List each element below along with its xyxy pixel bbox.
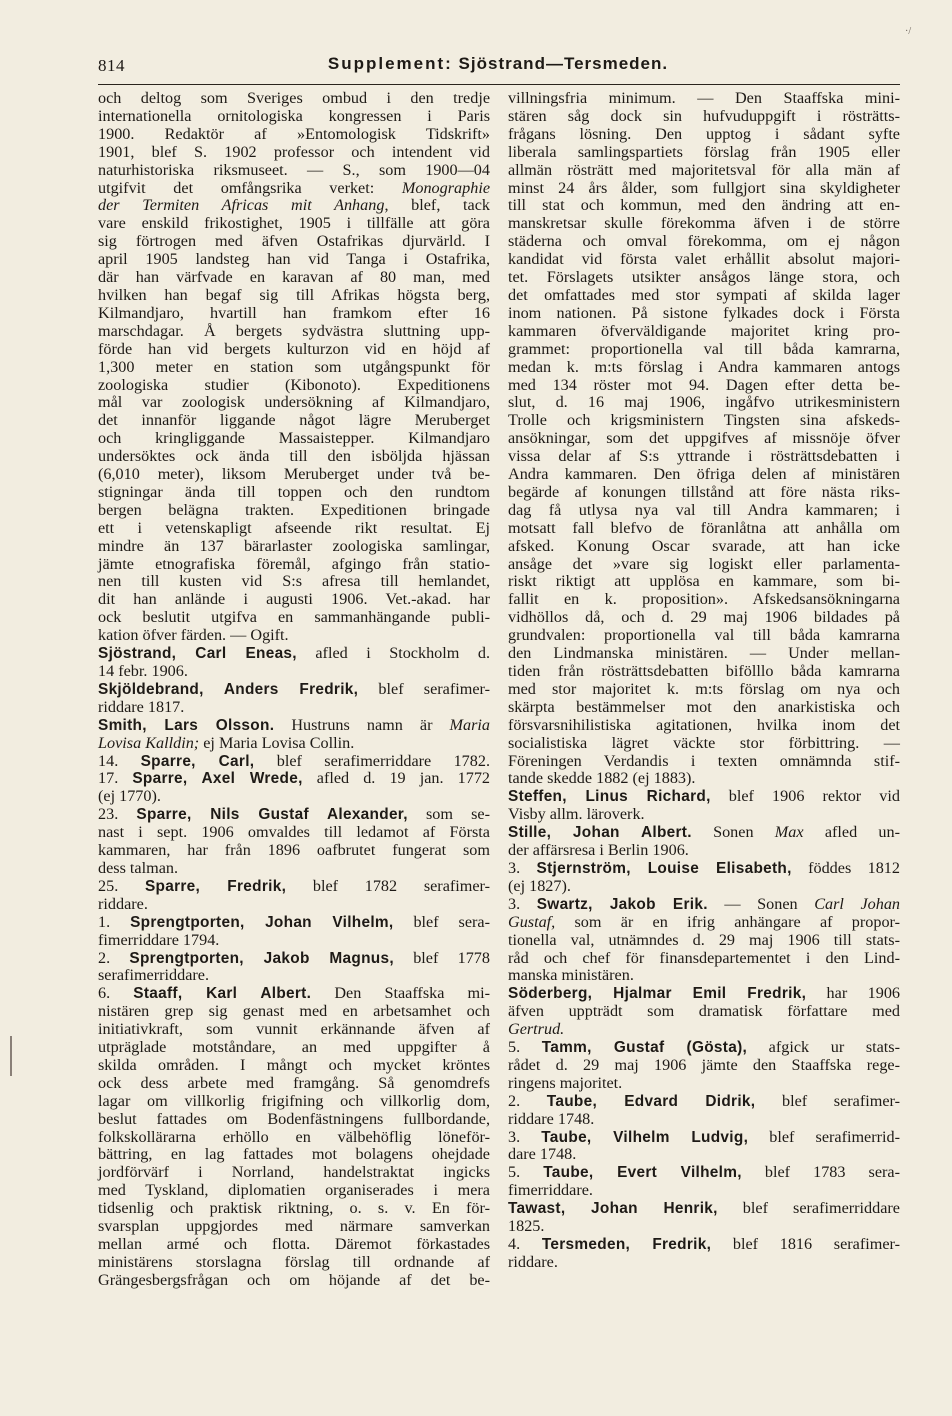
text-line: Steffen, Linus Richard, blef 1906 rektor vid <box>508 787 900 806</box>
text-line: grammet: proportionella val till båda kamrarna, <box>508 339 900 358</box>
text-line: tande skedde 1882 (ej 1883). <box>508 769 696 788</box>
text-line: det innanför liggande något lägre Meruberget <box>98 411 490 430</box>
page-header <box>98 56 900 84</box>
text-line: nistären grep sig genast med en arbetsamhet och <box>98 1002 490 1021</box>
italic-text: Carl Johan <box>814 894 901 913</box>
text-line: stären såg dock sin hufvuduppgift i rösträtts- <box>508 106 900 125</box>
text-line: med 134 röster mot 94. Dagen efter detta be- <box>508 375 900 394</box>
entry-name: Stjernström, Louise Elisabeth, <box>536 859 792 877</box>
entry-name: Sjöstrand, Carl Eneas, <box>98 645 297 663</box>
text-line: nen till kusten vid S:s afresa till hemlandet, <box>98 572 490 591</box>
text-line: 6. Staaff, Karl Albert. Den Staaffska mi- <box>98 984 491 1003</box>
text-line: riddare. <box>508 1252 558 1271</box>
entry-name: Stille, Johan Albert. <box>508 824 692 842</box>
text-line: riddare 1817. <box>98 697 185 716</box>
text-line: mellan armé och flotta. Däremot förkastades <box>98 1235 490 1253</box>
text-line: slut, d. 16 maj 1906, ingåfvo utrikesministern <box>508 393 900 412</box>
text-line: undersöktes ock ända till den isböljda hjässan <box>98 447 490 466</box>
text-line: dit han anlände i augusti 1906. Vet.-akad. har <box>98 590 490 609</box>
text-line: folkskollärarna erhöllo en välbehöflig löneför- <box>98 1127 490 1146</box>
text-line: äfven uppträdt som dramatisk författare med <box>508 1002 900 1021</box>
text-line: ansåge det »vare sig logiskt eller parlamenta- <box>508 554 900 573</box>
entry-name: Sparre, Axel Wrede, <box>132 770 303 788</box>
entry-name: Sprengtporten, Jakob Magnus, <box>129 949 394 967</box>
italic-text: Monographie <box>401 178 490 197</box>
text-line: dess talman. <box>98 858 179 877</box>
text-line: 17. Sparre, Axel Wrede, afled d. 19 jan. 1772 <box>98 769 491 788</box>
margin-mark: ·/ <box>905 26 912 37</box>
italic-text: Lovisa Kalldin; <box>98 733 200 752</box>
text-line: Föreningen Verdandis i texten omnämnda stif- <box>508 751 900 770</box>
text-line: fallit en k. proposition». Afskedsansökningarna <box>508 590 900 609</box>
text-line: Stille, Johan Albert. Sonen Max afled un- <box>508 823 900 842</box>
text-line: riddare. <box>98 894 148 913</box>
text-line: vare enskild frikostighet, 1905 i tillfälle att göra <box>98 214 490 233</box>
text-line: marschdagar. Å bergets sydvästra sluttning upp- <box>98 321 490 340</box>
text-line: skilda områden. I mångt och mycket kröntes <box>98 1055 490 1074</box>
entry-name: Sprengtporten, Johan Vilhelm, <box>130 913 394 931</box>
entry-name: Tawast, Johan Henrik, <box>508 1200 718 1218</box>
text-line: serafimerriddare. <box>98 966 209 985</box>
text-line: frågans lösning. Den upptog i sådant syfte <box>508 124 900 143</box>
text-line: råd och chef för finansdepartementet i den Lind- <box>508 948 900 967</box>
text-line: kammaren öfverväldigande majoritet kring pro- <box>508 321 900 340</box>
text-line: bergen belägna trakten. Expeditionen bringade <box>98 500 490 519</box>
text-line: manska ministären. <box>508 966 634 985</box>
text-line: Smith, Lars Olsson. Hustruns namn är Maria <box>98 715 490 734</box>
text-line: riddare 1748. <box>508 1109 595 1128</box>
text-line: Sjöstrand, Carl Eneas, afled i Stockholm d. <box>98 644 491 663</box>
entry-name: Sparre, Fredrik, <box>144 877 287 895</box>
text-line: ett i vetenskapligt afseende rikt resultat. Ej <box>98 518 490 537</box>
entry-name: Taube, Vilhelm Ludvig, <box>541 1128 749 1146</box>
text-line: grundvalen: proportionella val till båda kamrarna <box>508 626 900 645</box>
text-line: zoologiska studier (Kibonoto). Expeditionens <box>98 375 490 394</box>
text-line: svarsplan uppgjordes med närmare samverkan <box>98 1217 490 1236</box>
text-line: allmän rösträtt med majoritetsval för alla män af <box>508 160 900 179</box>
running-title-names: Sjöstrand—Tersmeden. <box>458 54 669 73</box>
text-line: ringens majoritet. <box>508 1073 623 1092</box>
text-line: nast i sept. 1906 omvaldes till ledamot af Första <box>98 823 490 842</box>
entry-name: Sparre, Nils Gustaf Alexander, <box>136 806 408 824</box>
text-line: riskt riktigt att upplösa en kammare, som bi- <box>508 572 900 591</box>
text-line: Gustaf, som är en ifrig anhängare af propor- <box>508 912 900 931</box>
text-line: Kilmandjaro, hvartill han framkom efter 16 <box>98 303 490 322</box>
text-line: medan k. m:ts förslag i Andra kammaren antogs <box>508 357 900 376</box>
text-line: 1,300 meter en station som utgångspunkt för <box>98 357 490 376</box>
entry-name: Sparre, Carl, <box>140 752 255 770</box>
text-line: Söderberg, Hjalmar Emil Fredrik, har 1906 <box>508 984 901 1003</box>
left-column <box>98 90 490 1290</box>
text-line: 14 febr. 1906. <box>98 662 188 680</box>
text-line: inom nationen. På sistone fylkades dock i Första <box>508 303 900 322</box>
text-line: stigningar ända till toppen och den rundtom <box>98 482 490 501</box>
page-number: 814 <box>98 56 125 75</box>
text-line: der Termiten Africas mit Anhang, blef, tack <box>98 196 490 215</box>
text-line: städerna och omval förekomma, om ej någon <box>508 232 900 251</box>
entry-name: Tersmeden, Fredrik, <box>541 1236 712 1253</box>
entry-name: Taube, Edvard Didrik, <box>546 1092 756 1110</box>
italic-text: Maria <box>449 715 490 734</box>
text-line: och kringliggande Massaistepper. Kilmandjaro <box>98 429 490 448</box>
text-line: förde han vid bergets kulturzon vid en höjd af <box>98 339 490 358</box>
text-line: Grängesbergsfrågan och om höjande af det be- <box>98 1270 490 1289</box>
text-line: till stat och kommun, med den ändring att en- <box>508 196 900 215</box>
text-line: jordförvärf i Norrland, handelstraktat ingicks <box>98 1163 490 1182</box>
text-line: 1900. Redaktör af »Entomologisk Tidskrift» <box>98 124 490 143</box>
header-rule <box>98 84 900 85</box>
text-line: 23. Sparre, Nils Gustaf Alexander, som se- <box>98 805 490 824</box>
text-line: Skjöldebrand, Anders Fredrik, blef serafimer- <box>98 679 490 698</box>
entry-name: Skjöldebrand, Anders Fredrik, <box>98 680 359 698</box>
entry-name: Steffen, Linus Richard, <box>508 788 711 806</box>
text-line: tionella val, utnämndes d. 29 maj 1906 till stats- <box>508 930 900 949</box>
text-line: bättring, en lag fattades mot bolagens ohejdade <box>98 1145 490 1164</box>
text-line: (6,010 meter), liksom Meruberget under två be- <box>98 465 490 484</box>
text-line: afsked. Konung Oscar svarade, att han icke <box>508 536 900 555</box>
text-line: 4. Tersmeden, Fredrik, blef 1816 serafimer- <box>508 1235 900 1253</box>
text-line: 3. Taube, Vilhelm Ludvig, blef serafimerrid- <box>508 1127 901 1146</box>
entry-name: Swartz, Jakob Erik. <box>536 895 708 913</box>
text-line: 1825. <box>508 1217 545 1236</box>
text-line: 5. Tamm, Gustaf (Gösta), afgick ur stats- <box>508 1038 900 1057</box>
text-line: ock dess arbete med framgång. Så genomdrefs <box>98 1073 490 1092</box>
text-line: internationella ornitologiska kongressen i Paris <box>98 106 490 125</box>
entry-name: Staaff, Karl Albert. <box>133 985 312 1003</box>
text-line: vidhöllos då, och d. 29 maj 1906 bildades på <box>508 608 900 627</box>
text-line: begärde af konungen tillstånd att före nästa riks- <box>508 482 900 501</box>
text-line: beslut fattades om Bodenfästningens fullbordande, <box>98 1109 490 1128</box>
italic-text: Max <box>774 823 804 842</box>
text-line: utgifvit det omfångsrika verket: Monographie <box>98 178 490 197</box>
text-line: dare 1748. <box>508 1145 577 1164</box>
text-line: ock beslutit utgifva en sammanhängande publi- <box>98 608 490 627</box>
text-line: Visby allm. läroverk. <box>508 805 645 824</box>
text-line: kandidat vid första valet erhållit absolut majori- <box>508 250 900 269</box>
text-line: det omfattades med stor sympati af skilda lager <box>508 285 900 304</box>
text-line: (ej 1827). <box>508 876 571 895</box>
text-line: jämte etnografiska föremål, afgingo från statio- <box>98 554 490 573</box>
text-line: lagar om villkorlig frigifning och villkorlig dom, <box>98 1091 490 1110</box>
text-line: 3. Swartz, Jakob Erik. — Sonen Carl Johan <box>508 894 901 913</box>
text-line: Andra kammaren. Den öfriga delen af ministären <box>508 465 900 484</box>
text-line: (ej 1770). <box>98 787 161 806</box>
text-line: der affärsresa i Berlin 1906. <box>508 841 689 860</box>
text-line: Lovisa Kalldin; ej Maria Lovisa Collin. <box>98 733 355 752</box>
text-line: tiden från rösträttsdebatten bifölllo båda kamrarna <box>508 662 900 680</box>
entry-name: Taube, Evert Vilhelm, <box>543 1164 742 1182</box>
text-line: fimerriddare 1794. <box>98 930 220 949</box>
text-line: kation öfver färden. — Ogift. <box>98 626 289 645</box>
text-line: initiativkraft, som vunnit erkännande äfven af <box>98 1020 490 1039</box>
italic-text: Gustaf, <box>508 912 556 931</box>
text-line: tet. Förslagets utsikter ansågos länge stora, och <box>508 268 900 287</box>
text-line: minst 24 års ålder, som fullgjort sina skyldigheter <box>508 178 900 197</box>
text-line: och deltog som Sveriges ombud i den tredje <box>98 89 490 107</box>
text-line: 2. Taube, Edvard Didrik, blef serafimer- <box>508 1091 900 1110</box>
text-line: tidsenlig och praktisk riktning, o. s. v. En för- <box>98 1199 490 1218</box>
running-title <box>288 54 708 74</box>
text-line: liberala samlingspartiets förslag från 1905 eller <box>508 142 900 161</box>
text-line: utpräglade motståndare, an med uppgifter å <box>98 1038 490 1057</box>
text-line: motsatt fall blefvo de föranlåtna att anhålla om <box>508 518 900 537</box>
entry-name: Tamm, Gustaf (Gösta), <box>541 1039 748 1057</box>
text-line: 14. Sparre, Carl, blef serafimerriddare 1782. <box>98 751 491 770</box>
text-line: försvarsnihilistiska agitationen, hvilka inom det <box>508 715 900 734</box>
text-line: Tawast, Johan Henrik, blef serafimerriddare <box>508 1199 900 1218</box>
text-line: ministärens storslagna förslag till ordnande af <box>98 1252 490 1271</box>
text-line: där han värfvade en karavan af 80 man, med <box>98 268 490 287</box>
text-line: 2. Sprengtporten, Jakob Magnus, blef 1778 <box>98 948 490 967</box>
text-line: 25. Sparre, Fredrik, blef 1782 serafimer- <box>98 876 490 895</box>
italic-text: der Termiten Africas mit Anhang <box>98 196 385 215</box>
italic-text: Gertrud. <box>508 1020 565 1039</box>
text-line: med stor majoritet k. m:ts förslag om nya och <box>508 679 900 698</box>
text-line: fimerriddare. <box>508 1181 593 1200</box>
text-line: vissa delar af S:s yttrande i rösträttsdebatten i <box>508 447 900 466</box>
text-line: april 1905 landsteg han vid Tanga i Ostafrika, <box>98 250 490 269</box>
side-margin-mark <box>10 1036 12 1076</box>
running-title-prefix: Supplement: <box>327 54 453 73</box>
right-column <box>508 90 900 1272</box>
text-line: 5. Taube, Evert Vilhelm, blef 1783 sera- <box>508 1163 901 1182</box>
text-line: socialistiska lägret väckte stor förbittring. — <box>508 733 900 752</box>
text-line: ansökningar, som det uppgifves af missnöje öfver <box>508 429 900 448</box>
text-line: 3. Stjernström, Louise Elisabeth, föddes 1812 <box>508 858 900 877</box>
text-line: hvilken han begaf sig till Afrikas högsta berg, <box>98 285 490 304</box>
text-line: rådet d. 29 maj 1906 jämte den Staaffska rege- <box>508 1055 900 1074</box>
text-line: naturhistoriska riksmuseet. — S., som 1900—04 <box>98 160 490 179</box>
text-line: dag få utlysa nya val till Andra kammaren; i <box>508 500 900 519</box>
text-line: 1. Sprengtporten, Johan Vilhelm, blef sera- <box>98 912 491 931</box>
text-line: kammaren, har från 1896 oafbrutet fungerat som <box>98 841 490 860</box>
text-line: den Lindmanska ministären. — Under mellan- <box>508 644 900 663</box>
entry-name: Söderberg, Hjalmar Emil Fredrik, <box>508 985 807 1003</box>
text-line: Trolle och krigsministern Tingsten sina afskeds- <box>508 411 900 430</box>
text-line <box>508 1021 900 1039</box>
text-line: manskretsar skulle förekomma äfven i de större <box>508 214 900 233</box>
text-line: med Tyskland, diplomatien organiserades i mera <box>98 1181 490 1200</box>
entry-name: Smith, Lars Olsson. <box>98 716 275 734</box>
text-line: sig förtrogen med äfven Ostafrikas djurvärld. I <box>98 232 490 251</box>
text-line: skärpta bestämmelser mot den anarkistiska och <box>508 697 900 716</box>
text-line: villningsfria minimum. — Den Staaffska mini- <box>508 89 900 107</box>
text-line: mål var zoologisk undersökning af Kilmandjaro, <box>98 393 490 412</box>
text-line: mindre än 137 bärarlaster zoologiska samlingar, <box>98 536 490 555</box>
text-line: 1901, blef S. 1902 professor och intendent vid <box>98 142 490 161</box>
